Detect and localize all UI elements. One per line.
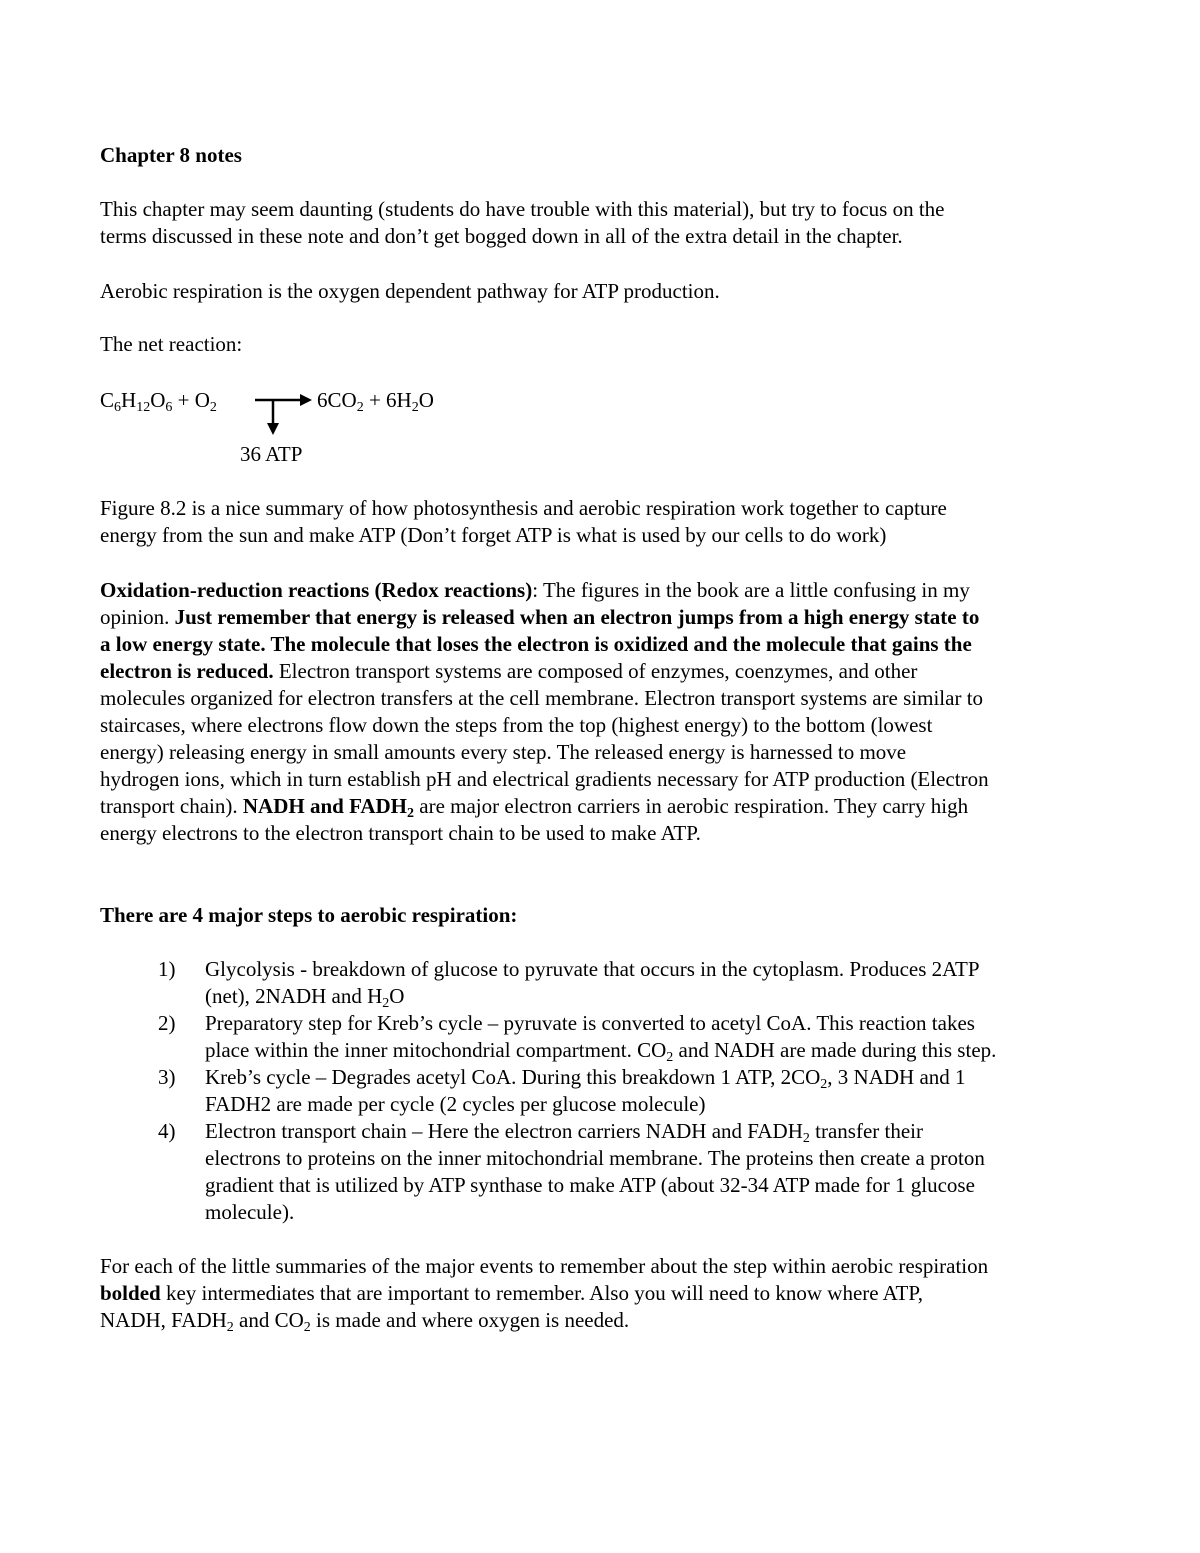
step-3-number: 3) xyxy=(158,1065,176,1089)
intro-line-2: terms discussed in these note and don’t get bogged down in all of the extra detail in the chapter. xyxy=(100,224,903,248)
step-3-line-2: FADH2 are made per cycle (2 cycles per glucose molecule) xyxy=(205,1092,706,1116)
step-4-line-3: gradient that is utilized by ATP synthase to make ATP (about 32-34 ATP made for 1 glucose xyxy=(205,1173,975,1197)
step-2-line-1: Preparatory step for Kreb’s cycle – pyruvate is converted to acetyl CoA. This reaction takes xyxy=(205,1011,975,1035)
step-3-line-1: Kreb’s cycle – Degrades acetyl CoA. During this breakdown 1 ATP, $2CO_2$, 3 NADH and 1 xyxy=(205,1065,966,1092)
intro-line-1: This chapter may seem daunting (students do have trouble with this material), but try to focus on the xyxy=(100,197,945,221)
step-1-number: 1) xyxy=(158,957,176,981)
redox-line-3: a low energy state. The molecule that loses the electron is oxidized and the molecule that gains the xyxy=(100,632,972,656)
redox-line-6: staircases, where electrons flow down the steps from the top (highest energy) to the bottom (lowest xyxy=(100,713,933,737)
redox-line-7: energy) releasing energy in small amounts every step. The released energy is harnessed to move xyxy=(100,740,907,764)
step-2-number: 2) xyxy=(158,1011,176,1035)
redox-line-10: energy electrons to the electron transport chain to be used to make ATP. xyxy=(100,821,701,845)
step-2-line-2: place within the inner mitochondrial compartment. $CO_2$ and NADH are made during this step. xyxy=(205,1038,997,1065)
reaction-reactants: $C_6H_{12}O_6 + O_2$ xyxy=(100,388,217,415)
net-reaction-label: The net reaction: xyxy=(100,332,243,356)
closing-line-3: NADH, $FADH_2$ and $CO_2$ is made and where oxygen is needed. xyxy=(100,1308,630,1335)
reaction-products: $6CO_2 + 6H_2O$ xyxy=(317,388,434,415)
step-4-line-1: Electron transport chain – Here the electron carriers NADH and $FADH_2$ transfer their xyxy=(205,1119,924,1146)
closing-line-1: For each of the little summaries of the major events to remember about the step within aerobic respiration xyxy=(100,1254,989,1278)
redox-line-2: opinion. Just remember that energy is released when an electron jumps from a high energy state to xyxy=(100,605,980,629)
aerobic-definition: Aerobic respiration is the oxygen dependent pathway for ATP production. xyxy=(100,279,720,303)
reaction-atp-yield: 36 ATP xyxy=(240,442,303,466)
redox-line-1: Oxidation-reduction reactions (Redox reactions): The figures in the book are a little confusing in my xyxy=(100,578,970,602)
figure-note-line-2: energy from the sun and make ATP (Don’t forget ATP is what is used by our cells to do work) xyxy=(100,523,887,547)
step-4-line-2: electrons to proteins on the inner mitochondrial membrane. The proteins then create a proton xyxy=(205,1146,985,1170)
step-4-number: 4) xyxy=(158,1119,176,1143)
step-4-line-4: molecule). xyxy=(205,1200,295,1224)
reaction-arrow-icon xyxy=(250,390,320,440)
redox-line-5: molecules organized for electron transfers at the cell membrane. Electron transport systems are similar to xyxy=(100,686,984,710)
redox-line-9: transport chain). NADH and $FADH_2$ are major electron carriers in aerobic respiration. They carry high xyxy=(100,794,969,821)
step-1-line-2: (net), 2NADH and $H_2O$ xyxy=(205,984,405,1011)
redox-line-4: electron is reduced. Electron transport systems are composed of enzymes, coenzymes, and other xyxy=(100,659,918,683)
step-1-line-1: Glycolysis - breakdown of glucose to pyruvate that occurs in the cytoplasm. Produces 2ATP xyxy=(205,957,980,981)
figure-note-line-1: Figure 8.2 is a nice summary of how photosynthesis and aerobic respiration work together to capture xyxy=(100,496,947,520)
page-title: Chapter 8 notes xyxy=(100,143,242,167)
redox-line-8: hydrogen ions, which in turn establish pH and electrical gradients necessary for ATP production (Electron xyxy=(100,767,989,791)
steps-heading: There are 4 major steps to aerobic respiration: xyxy=(100,903,518,927)
closing-line-2: bolded key intermediates that are important to remember. Also you will need to know where ATP, xyxy=(100,1281,923,1305)
